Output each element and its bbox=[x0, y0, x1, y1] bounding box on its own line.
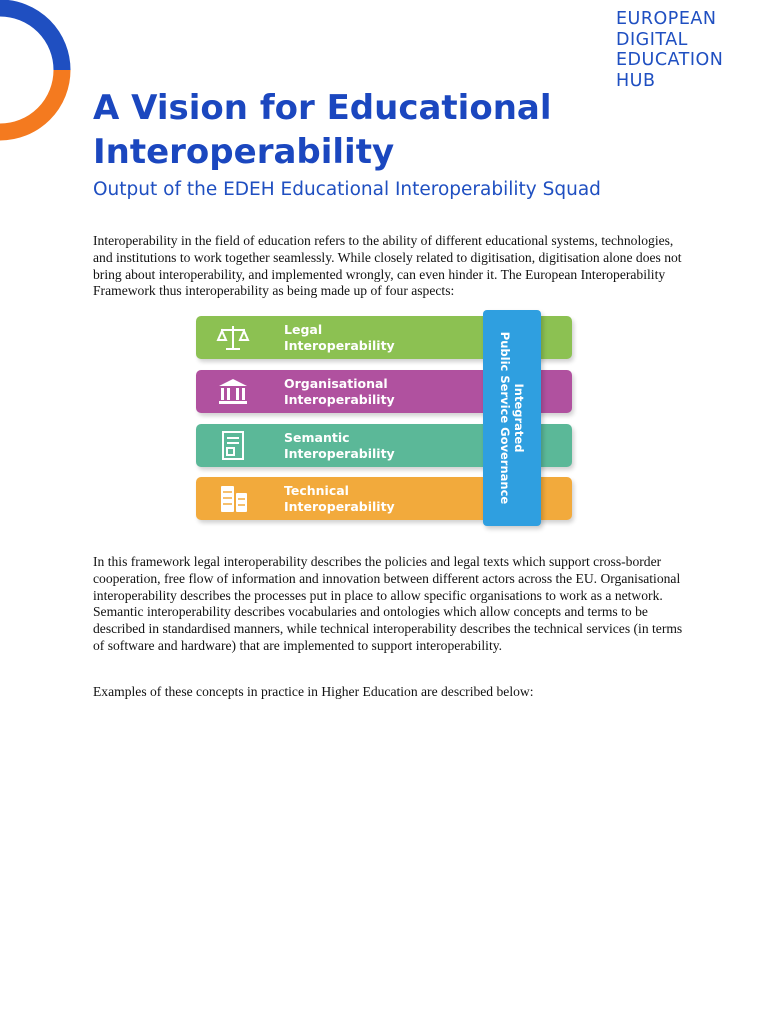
page-title: A Vision for Educational Interoperability bbox=[93, 88, 552, 172]
governance-line-2: Public Service Governance bbox=[498, 331, 512, 505]
page-subtitle: Output of the EDEH Educational Interoperability Squad bbox=[93, 179, 601, 200]
server-icon bbox=[216, 483, 250, 515]
legal-layer-subtitle: Interoperability bbox=[284, 337, 395, 353]
scales-icon bbox=[216, 322, 250, 354]
logo-line-digital: DIGITAL bbox=[616, 29, 688, 50]
semantic-layer-subtitle: Interoperability bbox=[284, 445, 395, 461]
organisational-layer-title: Organisational bbox=[284, 376, 388, 391]
framework-paragraph: In this framework legal interoperability describes the policies and legal texts which support cross-border cooperation, free flow of information and innovation between different actors across the EU. Organisational interoperability describes the processes put in place to allow specific organisations to work as a network. Semantic interoperability describes vocabularies and ontologies which allow concepts and terms to be described in standardised manners, while technical interoperability describes the technical services (in terms of software and hardware) that are implemented to support interoperability. bbox=[93, 554, 683, 653]
governance-line-1: Integrated bbox=[512, 383, 526, 453]
logo-line-european: EUROPEAN bbox=[616, 9, 717, 29]
intro-paragraph: Interoperability in the field of education refers to the ability of different educational systems, technologies, and institutions to work together seamlessly. While closely related to digitisation, digitisation alone does not bring about interoperability, and implemented wrongly, can even hinder it. The European Interoperability Framework thus interoperability as being made up of four aspects: bbox=[93, 233, 682, 299]
edeh-logo bbox=[616, 9, 723, 91]
legal-layer-title: Legal bbox=[284, 322, 323, 337]
semantic-layer-title: Semantic bbox=[284, 430, 350, 445]
examples-paragraph: Examples of these concepts in practice in Higher Education are described below: bbox=[93, 684, 534, 699]
building-icon bbox=[216, 376, 250, 408]
governance-bar bbox=[483, 310, 541, 526]
logo-line-hub: HUB bbox=[616, 70, 656, 91]
interoperability-layers-diagram bbox=[194, 310, 578, 532]
governance-label bbox=[498, 332, 526, 504]
brand-ring-decoration bbox=[0, 0, 80, 150]
technical-layer-subtitle: Interoperability bbox=[284, 498, 395, 514]
organisational-layer-subtitle: Interoperability bbox=[284, 391, 395, 407]
technical-layer-title: Technical bbox=[284, 483, 349, 498]
logo-line-education: EDUCATION bbox=[616, 50, 724, 70]
document-icon bbox=[216, 430, 250, 462]
